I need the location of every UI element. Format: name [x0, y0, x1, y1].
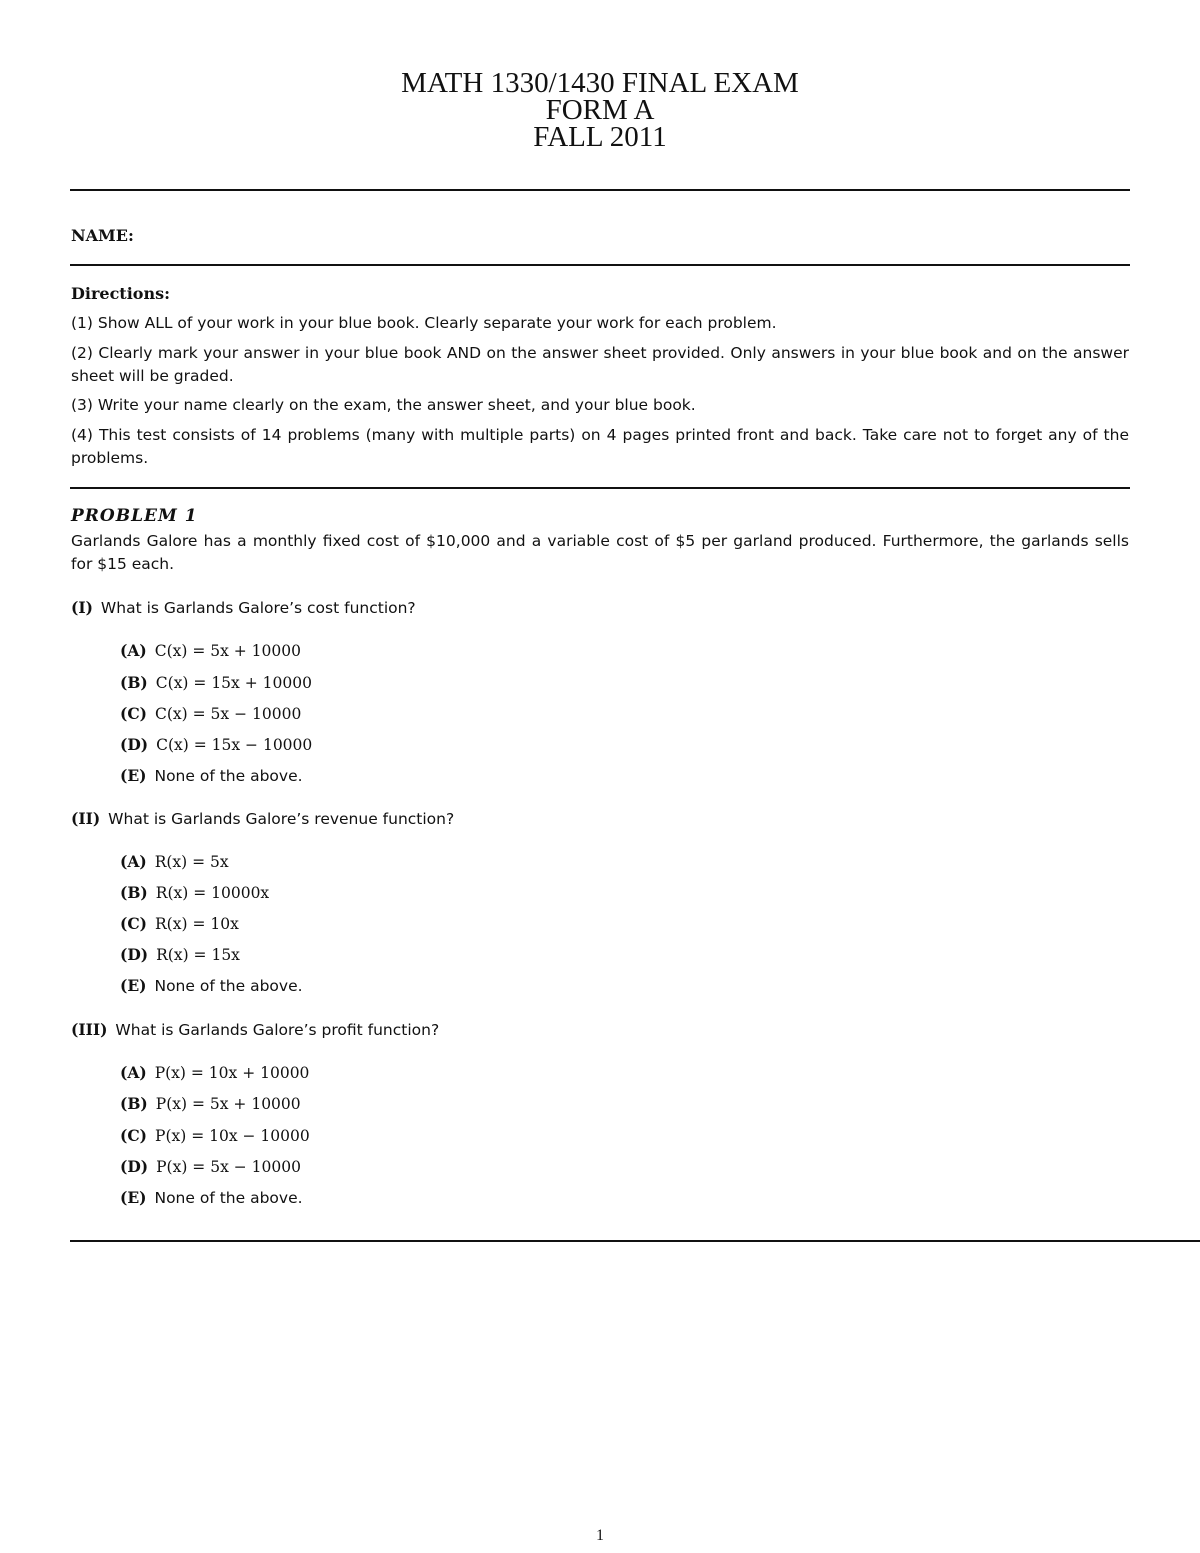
choice-text: R(x) = 15x [156, 946, 240, 964]
choice-label: (A) [120, 852, 147, 871]
answer-choice [120, 945, 240, 964]
choice-text: P(x) = 5x − 10000 [156, 1158, 301, 1176]
choice-text: P(x) = 10x + 10000 [154, 1064, 310, 1082]
choice-text: R(x) = 10x [155, 915, 239, 933]
answer-choice [120, 976, 303, 995]
choice-text: C(x) = 5x + 10000 [154, 642, 301, 660]
direction-item: (3) Write your name clearly on the exam, the answer sheet, and your blue book. [71, 396, 696, 414]
choice-label: (C) [120, 704, 148, 723]
direction-item: (1) Show ALL of your work in your blue book. Clearly separate your work for each problem. [71, 314, 777, 332]
answer-choice [120, 641, 301, 660]
choice-text: None of the above. [154, 977, 303, 995]
choice-label: (E) [120, 976, 147, 995]
choice-label: (D) [120, 1157, 149, 1176]
choice-label: (E) [120, 1188, 147, 1207]
exam-title: MATH 1330/1430 FINAL EXAM [401, 67, 799, 99]
choice-text: C(x) = 15x − 10000 [156, 736, 313, 754]
choice-text: P(x) = 10x − 10000 [155, 1127, 310, 1145]
answer-choice [120, 1157, 301, 1176]
divider [70, 487, 1130, 489]
problem-statement: Garlands Galore has a monthly fixed cost of $10,000 and a variable cost of $5 per garland produced. Furthermore, the garlands sells for $15 each. [71, 532, 1129, 573]
question-text: What is Garlands Galore’s revenue function? [108, 810, 455, 828]
choice-text: C(x) = 15x + 10000 [155, 674, 312, 692]
choice-text: R(x) = 5x [154, 853, 229, 871]
direction-item: (4) This test consists of 14 problems (many with multiple parts) on 4 pages printed front and back. Take care not to forget any of the problems. [71, 426, 1129, 467]
choice-label: (A) [120, 641, 147, 660]
choice-text: R(x) = 10000x [155, 884, 270, 902]
exam-term: FALL 2011 [533, 121, 667, 153]
answer-choice [120, 883, 269, 902]
answer-choice [120, 704, 301, 723]
choice-text: C(x) = 5x − 10000 [155, 705, 302, 723]
problem-title: PROBLEM 1 [71, 506, 198, 526]
divider [70, 264, 1130, 266]
choice-label: (A) [120, 1063, 147, 1082]
answer-choice [120, 1188, 303, 1207]
choice-text: P(x) = 5x + 10000 [155, 1095, 301, 1113]
choice-label: (C) [120, 1126, 148, 1145]
answer-choice [120, 766, 303, 785]
question [71, 809, 454, 828]
answer-choice [120, 1094, 301, 1113]
question-text: What is Garlands Galore’s cost function? [100, 599, 416, 617]
direction-item: (2) Clearly mark your answer in your blue book AND on the answer sheet provided. Only answers in your blue book and on the answer sheet will be graded. [71, 344, 1129, 385]
divider [70, 189, 1130, 191]
page-number: 1 [596, 1527, 604, 1544]
answer-choice [120, 1126, 310, 1145]
name-label: NAME: [71, 226, 134, 245]
answer-choice [120, 914, 239, 933]
answer-choice [120, 735, 312, 754]
answer-choice [120, 1063, 309, 1082]
choice-label: (E) [120, 766, 147, 785]
question [71, 1020, 439, 1039]
choice-label: (B) [120, 673, 148, 692]
question-number: (II) [71, 809, 101, 828]
choice-label: (B) [120, 1094, 148, 1113]
directions-heading: Directions: [71, 284, 170, 303]
choice-label: (B) [120, 883, 148, 902]
question-text: What is Garlands Galore’s profit function? [115, 1021, 440, 1039]
question [71, 598, 416, 617]
choice-text: None of the above. [154, 767, 303, 785]
choice-label: (C) [120, 914, 148, 933]
choice-label: (D) [120, 945, 149, 964]
divider [70, 1240, 1200, 1242]
exam-form: FORM A [545, 94, 655, 126]
choice-text: None of the above. [154, 1189, 303, 1207]
answer-choice [120, 673, 312, 692]
question-number: (III) [71, 1020, 108, 1039]
choice-label: (D) [120, 735, 149, 754]
answer-choice [120, 852, 229, 871]
question-number: (I) [71, 598, 93, 617]
